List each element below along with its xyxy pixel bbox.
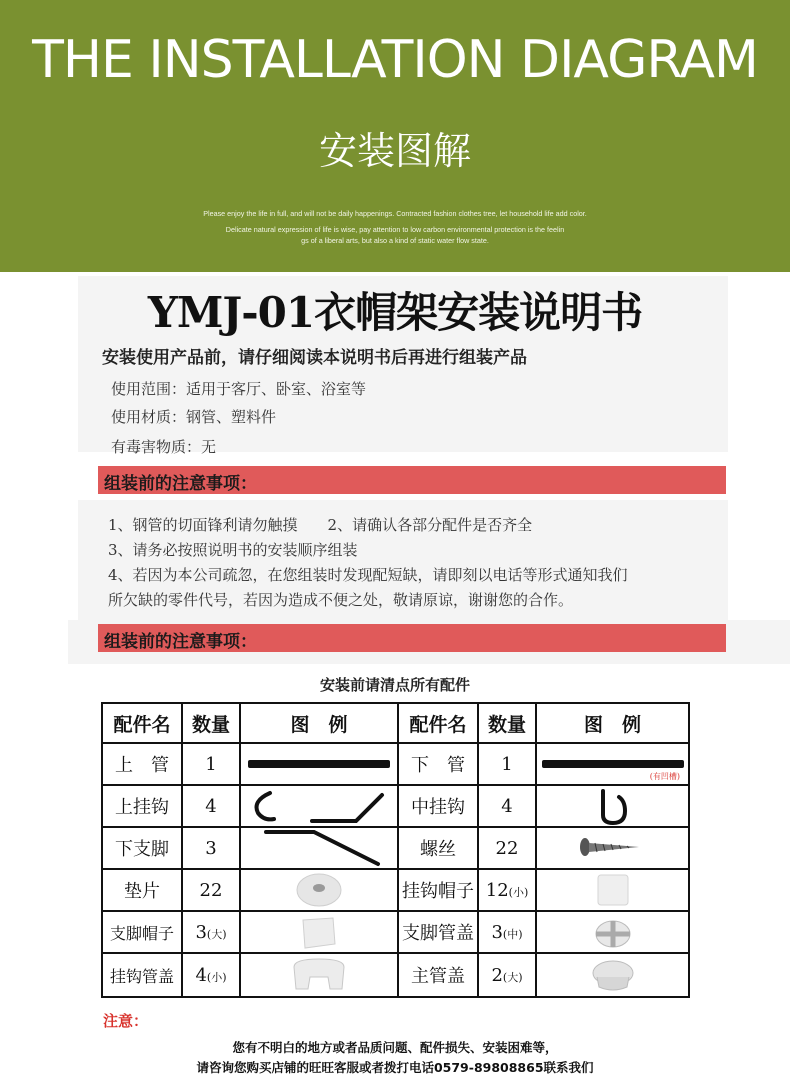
note-1: 1、钢管的切面锋利请勿触摸 2、请确认各部分配件是否齐全 (108, 516, 533, 534)
main-tube-cover-drawing (585, 955, 641, 995)
part-qty (182, 953, 240, 997)
washer-image (240, 869, 398, 911)
table-row (102, 869, 689, 911)
upper-hook-drawing (244, 787, 394, 825)
note-4: 所欠缺的零件代号，若因为造成不便之处，敬请原谅，谢谢您的合作。 (108, 591, 574, 609)
table-row (102, 953, 689, 997)
attention-line-2: 请咨询您购买店铺的旺旺客服或者拨打电话0579-89808865联系我们 (196, 1060, 594, 1075)
part-qty: 4 (182, 785, 240, 827)
qty-unit: (大) (502, 970, 523, 984)
lower-tube-drawing (540, 756, 686, 772)
part-name: 挂钩帽子 (398, 869, 478, 911)
banner-title: THE INSTALLATION DIAGRAM (32, 30, 758, 90)
toxic-substance: 有毒害物质：无 (111, 438, 217, 456)
qty-unit: (大) (206, 927, 227, 941)
qty-value: 4 (195, 964, 207, 986)
leg-tube-cover-drawing (588, 912, 638, 952)
parts-caption: 安装前请清点所有配件 (319, 676, 470, 694)
part-qty: 3 (182, 827, 240, 869)
note-3: 4、若因为本公司疏忽，在您组装时发现配短缺，请即刻以电话等形式通知我们 (108, 566, 628, 584)
lead-text: 安装使用产品前，请仔细阅读本说明书后再进行组装产品 (102, 348, 527, 368)
part-qty (478, 911, 536, 953)
part-name: 中挂钩 (398, 785, 478, 827)
part-name: 挂钩管盖 (102, 953, 182, 997)
hook-tube-cover-drawing (284, 955, 354, 995)
upper-hook-image (240, 785, 398, 827)
middle-hook-drawing (573, 787, 653, 825)
document-title: YMJ-01衣帽架安装说明书 (147, 288, 643, 337)
header-part-name: 配件名 (102, 703, 182, 743)
section2-heading: 组装前的注意事项： (104, 632, 257, 652)
hook-cap-image (536, 869, 689, 911)
header-quantity: 数量 (182, 703, 240, 743)
part-qty (478, 869, 536, 911)
main-tube-cover-image (536, 953, 689, 997)
washer-drawing (289, 871, 349, 909)
part-qty: 1 (478, 743, 536, 785)
header-illustration: 图 例 (240, 703, 398, 743)
part-name: 下支脚 (102, 827, 182, 869)
leg-cap-drawing (289, 912, 349, 952)
usage-material: 使用材质：钢管、塑料件 (111, 408, 277, 426)
upper-tube-drawing (244, 754, 394, 774)
hook-tube-cover-image (240, 953, 398, 997)
table-row (102, 911, 689, 953)
lower-leg-image (240, 827, 398, 869)
table-row (102, 743, 689, 785)
part-qty: 22 (478, 827, 536, 869)
usage-scope: 使用范围：适用于客厅、卧室、浴室等 (111, 380, 367, 398)
part-qty: 4 (478, 785, 536, 827)
part-name: 上 管 (102, 743, 182, 785)
part-name: 支脚管盖 (398, 911, 478, 953)
leg-tube-cover-image (536, 911, 689, 953)
groove-tag: (有凹槽) (649, 772, 680, 781)
header-illustration: 图 例 (536, 703, 689, 743)
table-row (102, 785, 689, 827)
qty-value: 12 (485, 879, 509, 901)
middle-hook-image (536, 785, 689, 827)
part-qty (478, 953, 536, 997)
table-row (102, 827, 689, 869)
part-name: 支脚帽子 (102, 911, 182, 953)
part-qty (182, 911, 240, 953)
leg-cap-image (240, 911, 398, 953)
part-name: 下 管 (398, 743, 478, 785)
screw-image (536, 827, 689, 869)
header-quantity: 数量 (478, 703, 536, 743)
banner-subtitle: 安装图解 (318, 129, 471, 173)
note-2: 3、请务必按照说明书的安装顺序组装 (108, 541, 358, 559)
part-name: 上挂钩 (102, 785, 182, 827)
hook-cap-drawing (588, 871, 638, 909)
qty-unit: (小) (508, 885, 529, 899)
section1-heading-bar (98, 466, 726, 494)
section2-heading-bar (98, 624, 726, 652)
part-name: 垫片 (102, 869, 182, 911)
qty-unit: (中) (502, 927, 523, 941)
attention-line-1: 您有不明白的地方或者品质问题、配件损失、安装困难等， (232, 1040, 558, 1055)
qty-value: 3 (195, 921, 207, 943)
header-part-name: 配件名 (398, 703, 478, 743)
part-qty: 22 (182, 869, 240, 911)
attention-label: 注意： (103, 1012, 149, 1030)
qty-value: 3 (491, 921, 503, 943)
qty-unit: (小) (206, 970, 227, 984)
part-name: 螺丝 (398, 827, 478, 869)
qty-value: 2 (491, 964, 503, 986)
section1-heading: 组装前的注意事项： (104, 474, 257, 494)
lower-leg-drawing (244, 828, 394, 868)
part-name: 主管盖 (398, 953, 478, 997)
banner-line-2: Delicate natural expression of life is wise, pay attention to low carbon environmental protection is the feelin (225, 225, 565, 234)
table-header-row (102, 703, 689, 743)
header-banner (0, 0, 790, 272)
part-qty: 1 (182, 743, 240, 785)
banner-line-1: Please enjoy the life in full, and will not be daily happenings. Contracted fashion clothes tree, let household life add color. (203, 209, 587, 218)
banner-line-3: gs of a liberal arts, but also a kind of static water flow state. (301, 236, 489, 245)
lower-tube-image (536, 743, 689, 785)
parts-table (101, 702, 690, 998)
screw-drawing (573, 831, 653, 865)
upper-tube-image (240, 743, 398, 785)
